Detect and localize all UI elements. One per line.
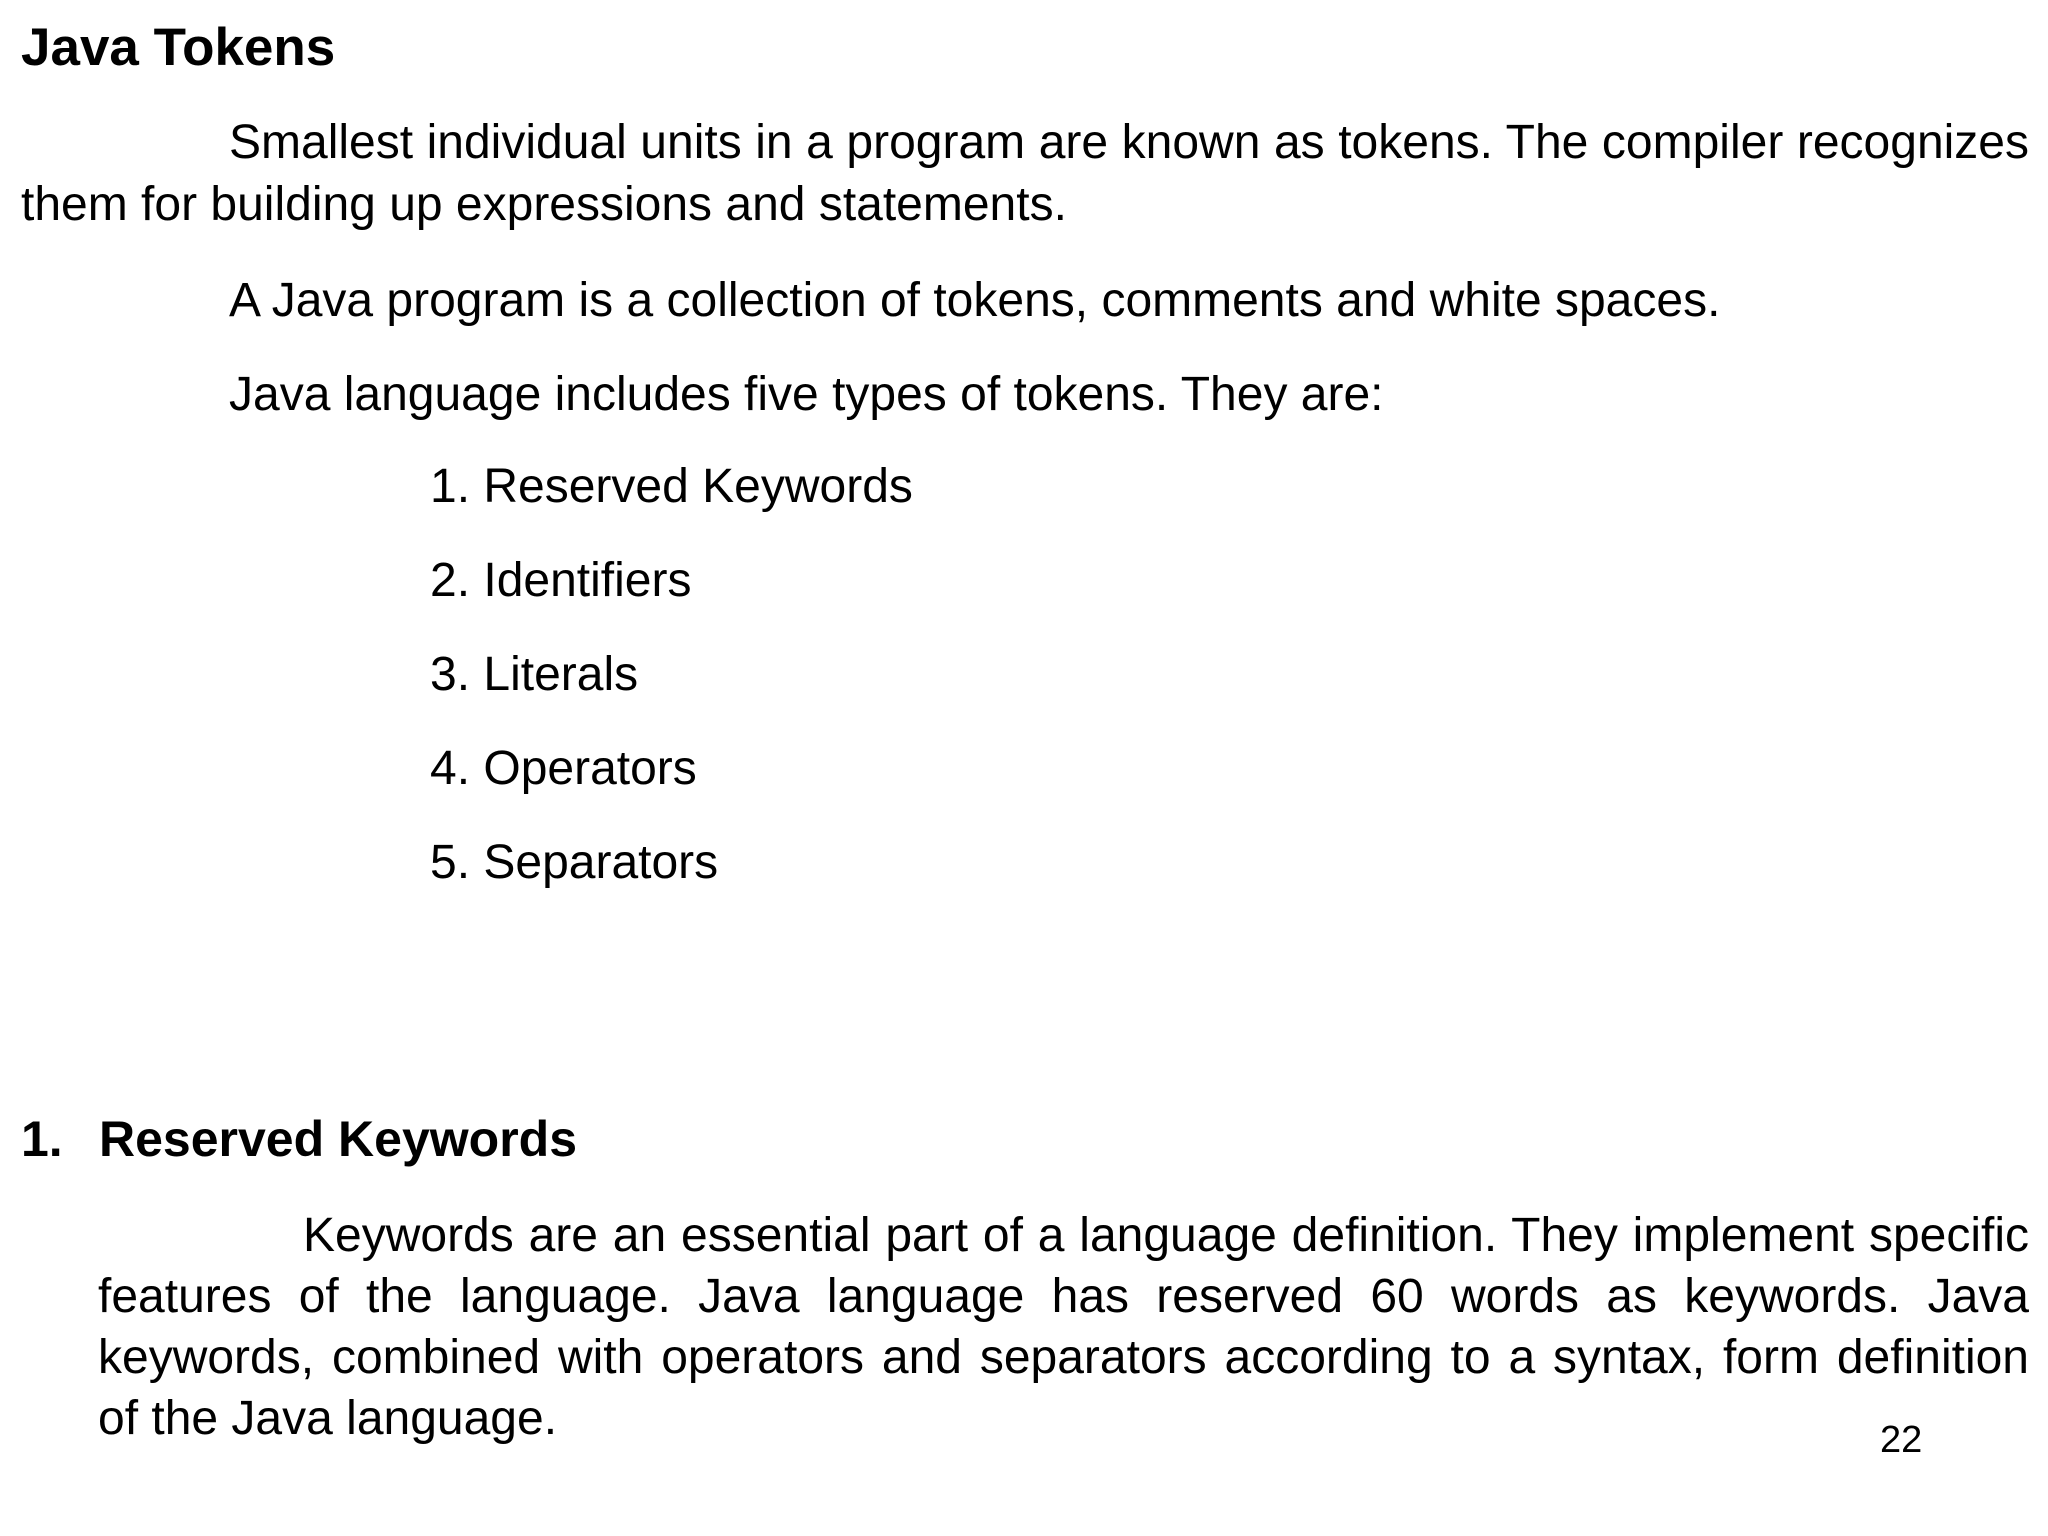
list-item: 3. Literals — [430, 648, 639, 701]
section-title: Reserved Keywords — [99, 1111, 578, 1167]
list-item: 1. Reserved Keywords — [430, 460, 913, 513]
section-paragraph: Keywords are an essential part of a language definition. They implement specific features of the language. Java language has reserved 60 words as keywords. Java keywords, combined with operators and separators according to a syntax, form definition of the Java language. — [98, 1209, 2029, 1445]
list-item: 4. Operators — [430, 742, 697, 795]
page-number: 22 — [1880, 1419, 1923, 1461]
page-title: Java Tokens — [21, 18, 336, 77]
list-item: 5. Separators — [430, 836, 719, 889]
intro-paragraph: Smallest individual units in a program are known as tokens. The compiler recognizes them for building up expressions and statements. — [21, 116, 2029, 231]
section-number: 1. — [21, 1111, 63, 1167]
types-sentence: Java language includes five types of tokens. They are: — [229, 368, 1384, 421]
section-heading — [21, 1107, 577, 1171]
token-types-list — [430, 456, 913, 926]
collection-sentence: A Java program is a collection of tokens, comments and white spaces. — [229, 274, 1721, 327]
list-item: 2. Identifiers — [430, 554, 692, 607]
